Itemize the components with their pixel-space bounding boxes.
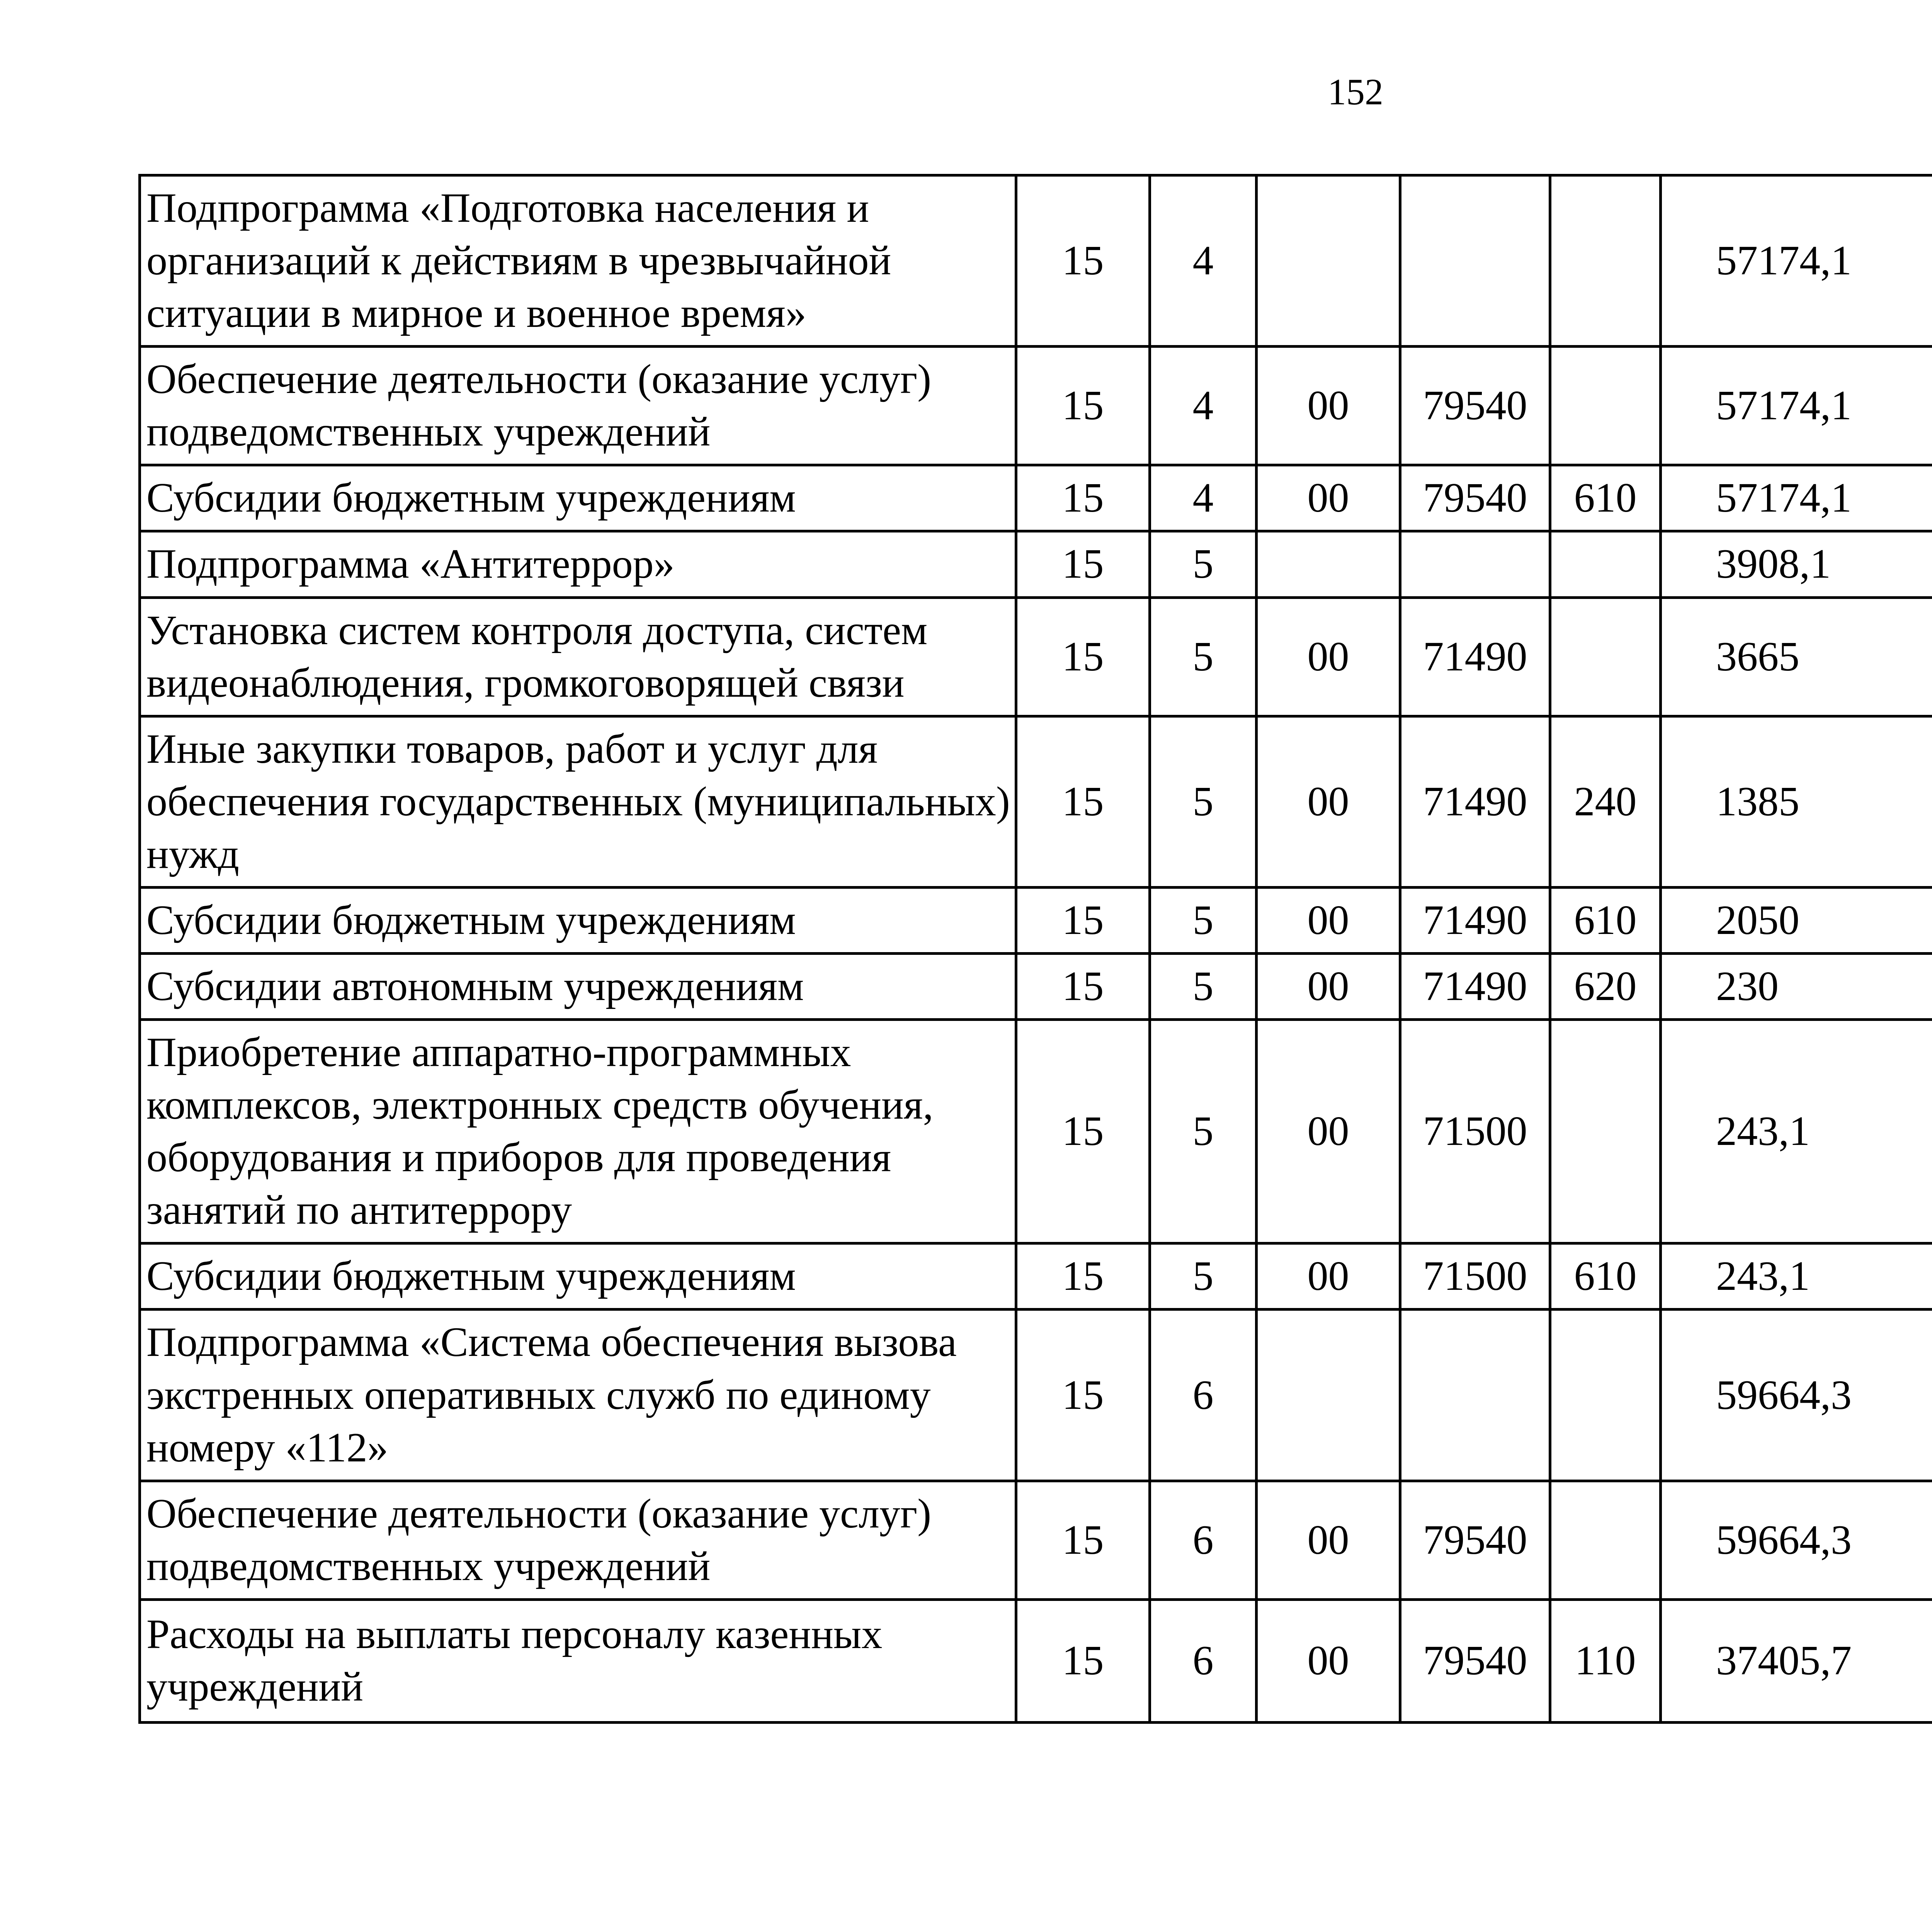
row-name: Приобретение аппаратно-программных комплексов, электронных средств обучения, оборудования и приборов для проведения занятий по антитеррору xyxy=(140,1020,1016,1243)
cell-target-code: 71500 xyxy=(1400,1020,1550,1243)
row-name: Подпрограмма «Система обеспечения вызова экстренных оперативных служб по единому номеру «112» xyxy=(140,1310,1016,1481)
cell-program-code: 00 xyxy=(1257,465,1400,531)
cell-section: 15 xyxy=(1016,175,1150,347)
page-number: 152 xyxy=(1328,71,1383,112)
row-name: Установка систем контроля доступа, систем видеонаблюдения, громкоговорящей связи xyxy=(140,597,1016,716)
cell-amount-1: 243,1 xyxy=(1661,1020,1932,1243)
cell-target-code: 79540 xyxy=(1400,465,1550,531)
cell-target-code: 79540 xyxy=(1400,1481,1550,1599)
cell-program-code: 00 xyxy=(1257,1243,1400,1310)
cell-expense-type: 110 xyxy=(1550,1599,1661,1722)
cell-section: 15 xyxy=(1016,597,1150,716)
cell-amount-1: 2050 xyxy=(1661,887,1932,953)
cell-section: 15 xyxy=(1016,716,1150,887)
cell-section: 15 xyxy=(1016,465,1150,531)
cell-expense-type xyxy=(1550,1020,1661,1243)
table-row xyxy=(140,1020,1932,1243)
cell-target-code xyxy=(1400,1310,1550,1481)
cell-section: 15 xyxy=(1016,1599,1150,1722)
cell-amount-1: 37405,7 xyxy=(1661,1599,1932,1722)
row-name: Субсидии бюджетным учреждениям xyxy=(140,1243,1016,1310)
cell-amount-1: 59664,3 xyxy=(1661,1310,1932,1481)
table-row xyxy=(140,1243,1932,1310)
row-name: Обеспечение деятельности (оказание услуг) подведомственных учреждений xyxy=(140,347,1016,465)
cell-target-code: 79540 xyxy=(1400,347,1550,465)
row-name: Субсидии автономным учреждениям xyxy=(140,954,1016,1020)
cell-amount-1: 230 xyxy=(1661,954,1932,1020)
cell-expense-type xyxy=(1550,1310,1661,1481)
cell-expense-type xyxy=(1550,175,1661,347)
cell-section: 15 xyxy=(1016,887,1150,953)
cell-target-code: 79540 xyxy=(1400,1599,1550,1722)
cell-amount-1: 1385 xyxy=(1661,716,1932,887)
table-row xyxy=(140,531,1932,597)
cell-amount-1: 57174,1 xyxy=(1661,465,1932,531)
cell-section: 15 xyxy=(1016,1020,1150,1243)
table-row xyxy=(140,887,1932,953)
cell-target-code: 71500 xyxy=(1400,1243,1550,1310)
cell-expense-type: 610 xyxy=(1550,887,1661,953)
cell-subsection: 5 xyxy=(1150,716,1257,887)
cell-expense-type xyxy=(1550,531,1661,597)
cell-subsection: 6 xyxy=(1150,1599,1257,1722)
cell-program-code: 00 xyxy=(1257,347,1400,465)
cell-expense-type xyxy=(1550,347,1661,465)
cell-expense-type: 620 xyxy=(1550,954,1661,1020)
cell-amount-1: 3908,1 xyxy=(1661,531,1932,597)
cell-section: 15 xyxy=(1016,1310,1150,1481)
cell-section: 15 xyxy=(1016,347,1150,465)
row-name: Подпрограмма «Подготовка населения и организаций к действиям в чрезвычайной ситуации в мирное и военное время» xyxy=(140,175,1016,347)
cell-program-code: 00 xyxy=(1257,1599,1400,1722)
cell-subsection: 4 xyxy=(1150,175,1257,347)
row-name: Субсидии бюджетным учреждениям xyxy=(140,465,1016,531)
cell-amount-1: 3665 xyxy=(1661,597,1932,716)
budget-table xyxy=(138,174,1932,1724)
cell-subsection: 6 xyxy=(1150,1310,1257,1481)
cell-amount-1: 57174,1 xyxy=(1661,175,1932,347)
cell-expense-type: 240 xyxy=(1550,716,1661,887)
table-row xyxy=(140,1599,1932,1722)
cell-subsection: 5 xyxy=(1150,1020,1257,1243)
cell-program-code: 00 xyxy=(1257,887,1400,953)
row-name: Подпрограмма «Антитеррор» xyxy=(140,531,1016,597)
cell-subsection: 6 xyxy=(1150,1481,1257,1599)
cell-program-code: 00 xyxy=(1257,716,1400,887)
cell-program-code: 00 xyxy=(1257,1481,1400,1599)
cell-target-code: 71490 xyxy=(1400,887,1550,953)
table-row xyxy=(140,716,1932,887)
cell-expense-type: 610 xyxy=(1550,465,1661,531)
cell-program-code xyxy=(1257,531,1400,597)
cell-subsection: 4 xyxy=(1150,465,1257,531)
cell-program-code xyxy=(1257,1310,1400,1481)
cell-target-code: 71490 xyxy=(1400,716,1550,887)
cell-program-code xyxy=(1257,175,1400,347)
table-row xyxy=(140,597,1932,716)
cell-subsection: 5 xyxy=(1150,1243,1257,1310)
cell-subsection: 4 xyxy=(1150,347,1257,465)
cell-program-code: 00 xyxy=(1257,597,1400,716)
row-name: Расходы на выплаты персоналу казенных учреждений xyxy=(140,1599,1016,1722)
cell-subsection: 5 xyxy=(1150,954,1257,1020)
cell-expense-type xyxy=(1550,1481,1661,1599)
cell-target-code xyxy=(1400,531,1550,597)
table-row xyxy=(140,347,1932,465)
cell-section: 15 xyxy=(1016,1481,1150,1599)
cell-section: 15 xyxy=(1016,531,1150,597)
table-row xyxy=(140,1481,1932,1599)
cell-subsection: 5 xyxy=(1150,887,1257,953)
cell-section: 15 xyxy=(1016,954,1150,1020)
row-name: Иные закупки товаров, работ и услуг для обеспечения государственных (муниципальных) нужд xyxy=(140,716,1016,887)
cell-program-code: 00 xyxy=(1257,954,1400,1020)
cell-subsection: 5 xyxy=(1150,531,1257,597)
cell-amount-1: 59664,3 xyxy=(1661,1481,1932,1599)
cell-target-code: 71490 xyxy=(1400,597,1550,716)
cell-subsection: 5 xyxy=(1150,597,1257,716)
cell-target-code xyxy=(1400,175,1550,347)
table-row xyxy=(140,954,1932,1020)
table-row xyxy=(140,1310,1932,1481)
row-name: Обеспечение деятельности (оказание услуг) подведомственных учреждений xyxy=(140,1481,1016,1599)
cell-amount-1: 243,1 xyxy=(1661,1243,1932,1310)
cell-target-code: 71490 xyxy=(1400,954,1550,1020)
cell-expense-type: 610 xyxy=(1550,1243,1661,1310)
cell-section: 15 xyxy=(1016,1243,1150,1310)
row-name: Субсидии бюджетным учреждениям xyxy=(140,887,1016,953)
table-row xyxy=(140,465,1932,531)
cell-expense-type xyxy=(1550,597,1661,716)
table-row xyxy=(140,175,1932,347)
cell-amount-1: 57174,1 xyxy=(1661,347,1932,465)
cell-program-code: 00 xyxy=(1257,1020,1400,1243)
